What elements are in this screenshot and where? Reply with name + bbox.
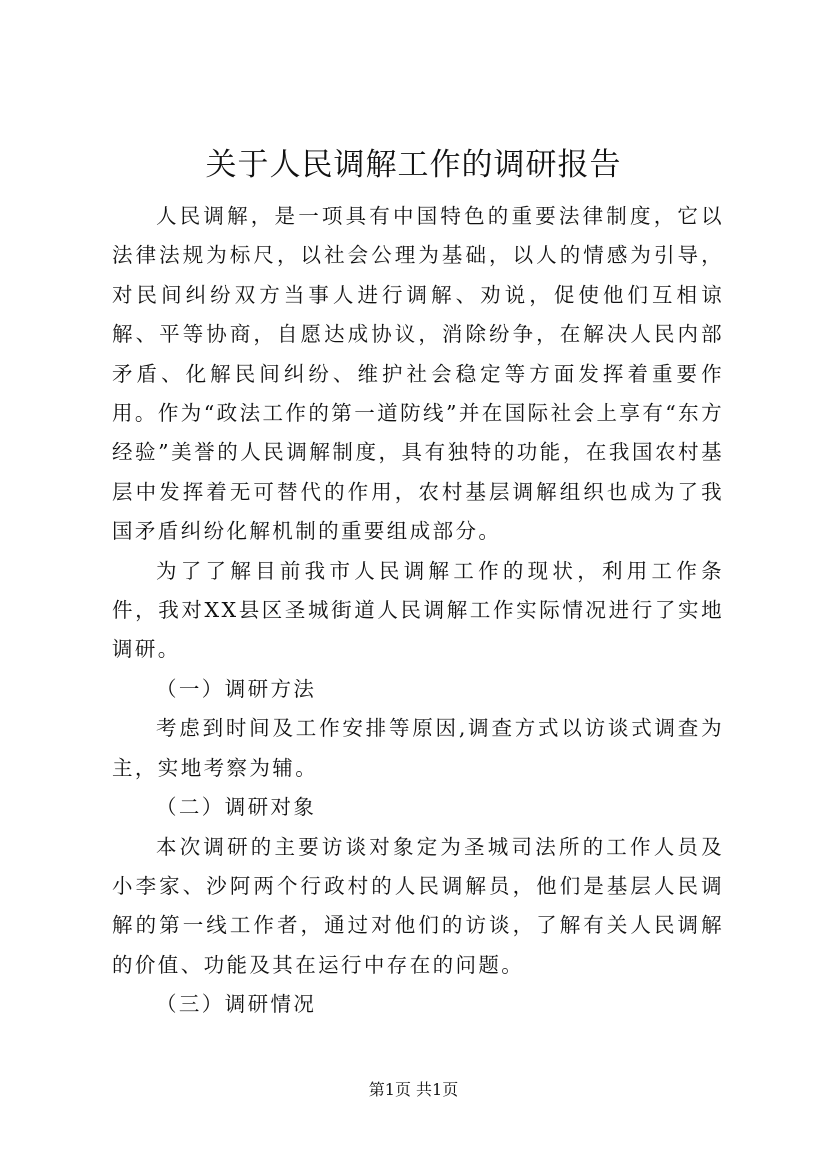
section-heading-subjects: （二）调研对象 bbox=[156, 795, 317, 820]
document-title: 关于人民调解工作的调研报告 bbox=[205, 147, 622, 183]
document-body bbox=[112, 197, 724, 1025]
paragraph-subjects: 本次调研的主要访谈对象定为圣城司法所的工作人员及小李家、沙阿两个行政村的人民调解员，他们是基层人民调解的第一线工作者，通过对他们的访谈，了解有关人民调解的价值、功能及其在运行中存在的问题。 bbox=[112, 834, 724, 977]
section-heading-situation: （三）调研情况 bbox=[156, 992, 317, 1017]
section-heading-method: （一）调研方法 bbox=[156, 676, 317, 701]
paragraph-purpose: 为了了解目前我市人民调解工作的现状，利用工作条件，我对XX县区圣城街道人民调解工作实际情况进行了实地调研。 bbox=[112, 558, 724, 662]
paragraph-intro: 人民调解，是一项具有中国特色的重要法律制度，它以法律法规为标尺，以社会公理为基础，以人的情感为引导，对民间纠纷双方当事人进行调解、劝说，促使他们互相谅解、平等协商，自愿达成协议，消除纷争，在解决人民内部矛盾、化解民间纠纷、维护社会稳定等方面发挥着重要作用。作为“政法工作的第一道防线”并在国际社会上享有“东方经验”美誉的人民调解制度，具有独特的功能，在我国农村基层中发挥着无可替代的作用，农村基层调解组织也成为了我国矛盾纠纷化解机制的重要组成部分。 bbox=[112, 204, 724, 544]
paragraph-method: 考虑到时间及工作安排等原因,调查方式以访谈式调查为主，实地考察为辅。 bbox=[112, 716, 724, 780]
page-number-footer: 第1页 共1页 bbox=[368, 1080, 459, 1099]
